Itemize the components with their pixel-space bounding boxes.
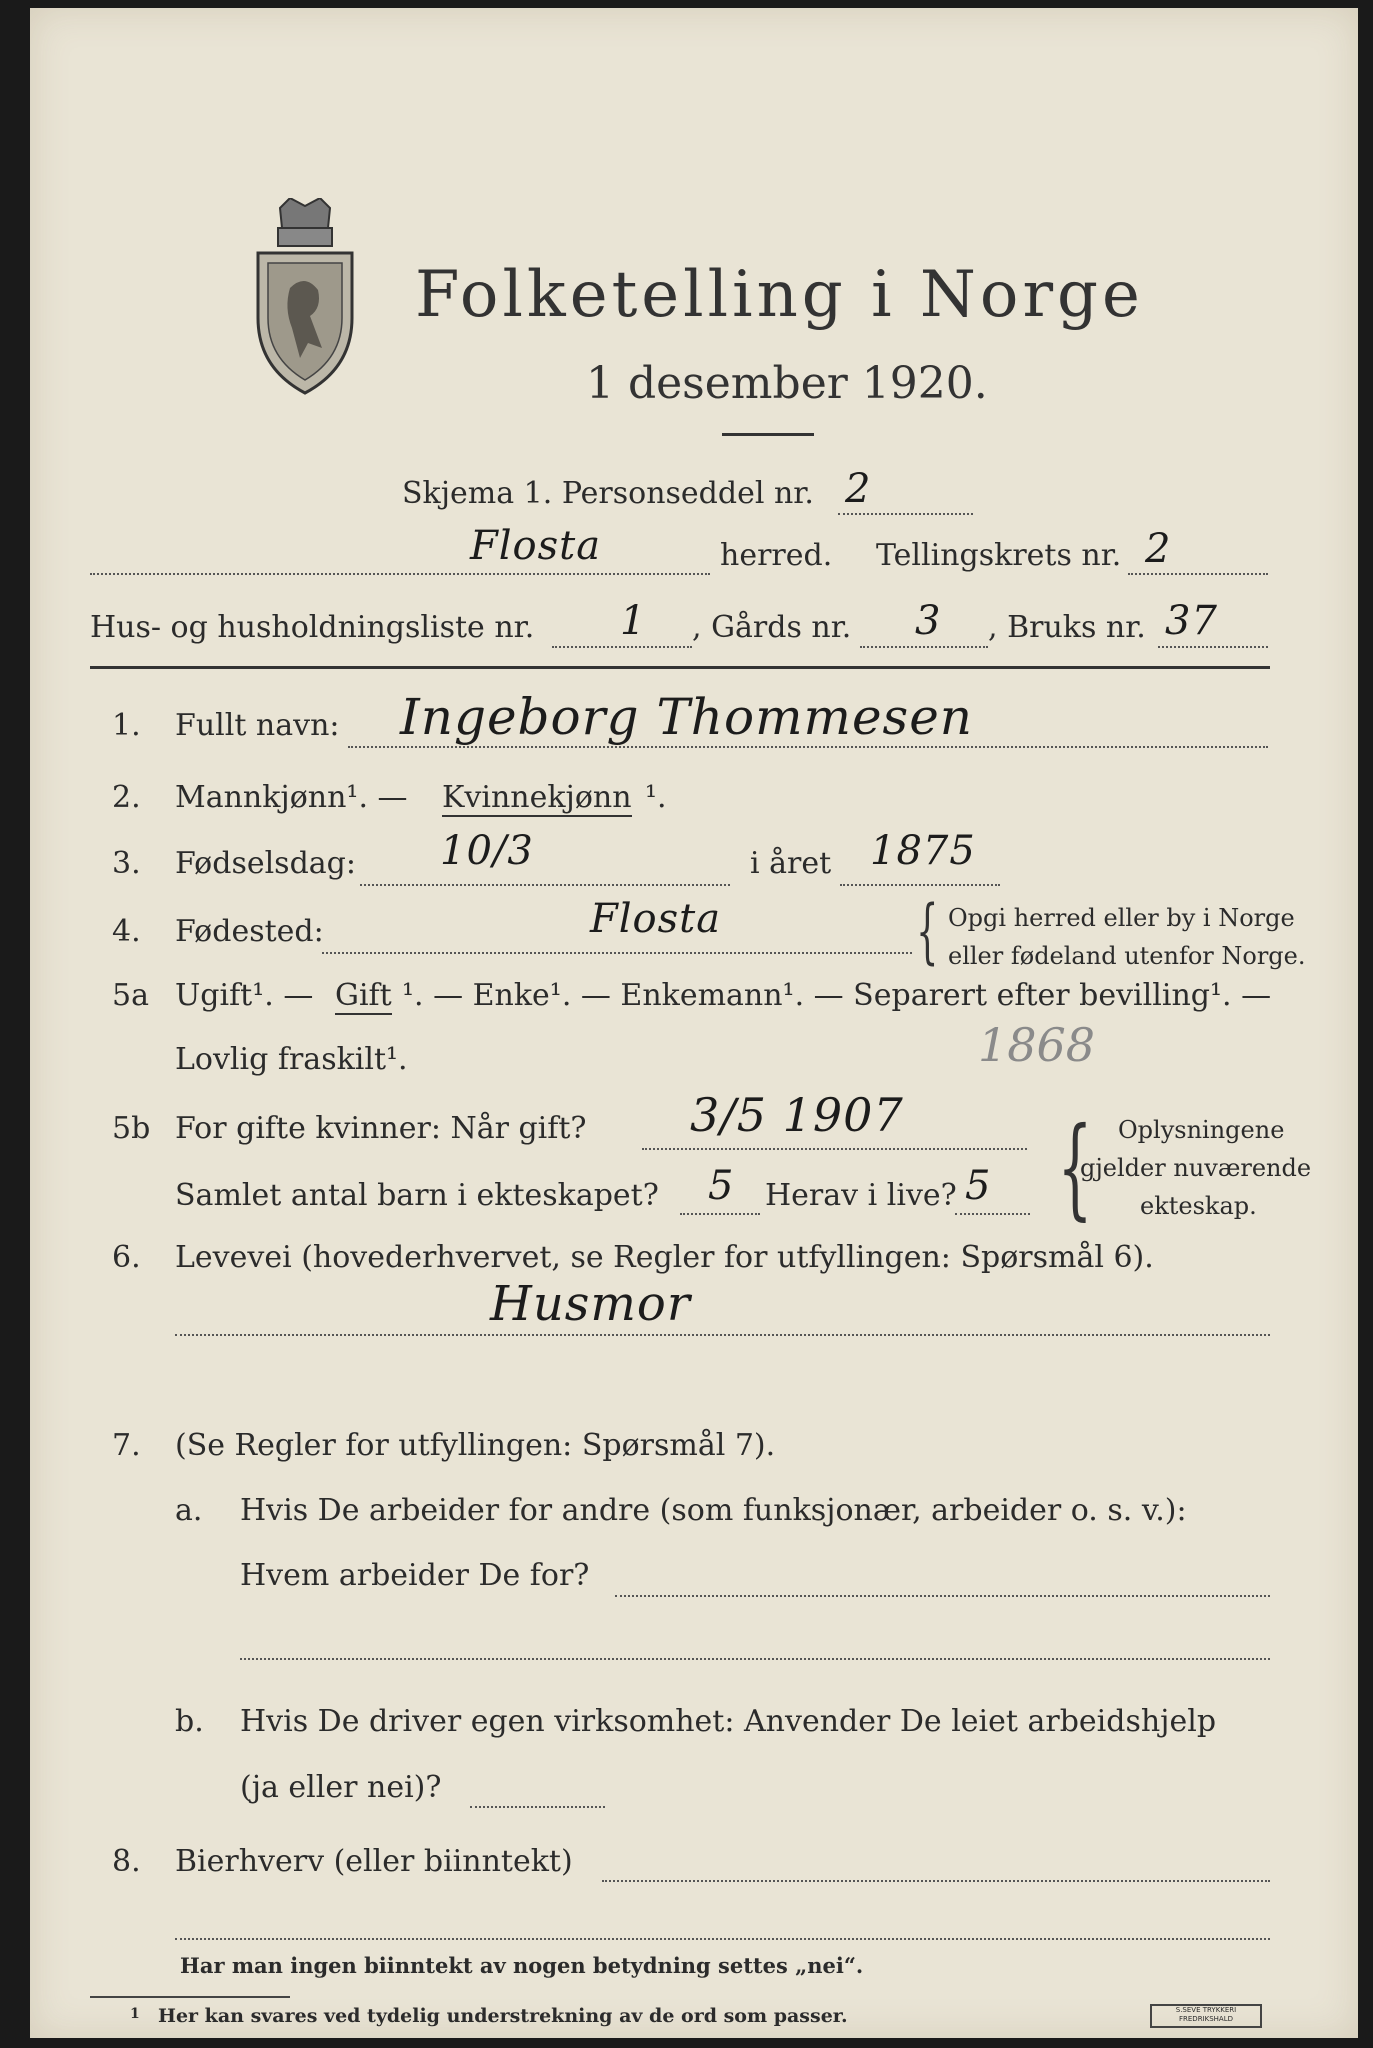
personseddel-line — [838, 513, 973, 515]
q5b-value3: 5 — [965, 1163, 992, 1209]
footnote-number: 1 — [130, 2006, 140, 2022]
q8-line1 — [602, 1880, 1270, 1882]
q7b-number: b. — [175, 1704, 204, 1739]
q3-year-line — [840, 884, 1000, 886]
q7a-question: Hvem arbeider De for? — [240, 1558, 590, 1593]
form-date: 1 desember 1920. — [586, 358, 988, 409]
q7-label: (Se Regler for utfyllingen: Spørsmål 7). — [175, 1428, 776, 1463]
q5b-note3: ekteskap. — [1140, 1192, 1257, 1220]
q7a-line2 — [240, 1658, 1270, 1660]
bruks-line — [1158, 646, 1268, 648]
hus-line — [552, 646, 692, 648]
herred-value: Flosta — [470, 523, 602, 569]
tellingskrets-value: 2 — [1145, 526, 1172, 572]
title-divider — [722, 433, 814, 436]
tellingskrets-label: Tellingskrets nr. — [876, 538, 1122, 573]
q2-number: 2. — [112, 780, 141, 815]
q3-number: 3. — [112, 846, 141, 881]
q5b-label1: For gifte kvinner: Når gift? — [175, 1111, 587, 1146]
q5b-label2: Samlet antal barn i ekteskapet? — [175, 1178, 659, 1213]
q7a-number: a. — [175, 1493, 203, 1528]
q6-value: Husmor — [490, 1276, 691, 1332]
q1-label: Fullt navn: — [175, 708, 340, 743]
q4-brace: { — [916, 890, 939, 972]
q8-label: Bierhverv (eller biinntekt) — [175, 1844, 573, 1879]
q1-line — [348, 746, 1268, 748]
q5b-value1: 3/5 1907 — [690, 1088, 904, 1142]
q8-line2 — [175, 1938, 1270, 1940]
q5b-line2 — [680, 1213, 760, 1215]
q3-value: 10/3 — [440, 828, 534, 874]
form-title: Folketelling i Norge — [415, 258, 1144, 332]
q5a-pencil-note: 1868 — [978, 1018, 1096, 1072]
q4-number: 4. — [112, 914, 141, 949]
q5a-gift: Gift — [335, 978, 392, 1013]
q5b-line3 — [955, 1213, 1030, 1215]
census-form-page — [30, 8, 1358, 2038]
bruks-value: 37 — [1165, 598, 1218, 644]
q5b-note2: gjelder nuværende — [1080, 1154, 1312, 1182]
hus-label: Hus- og husholdningsliste nr. — [90, 610, 535, 645]
q5a-rest: ¹. — Enke¹. — Enkemann¹. — Separert efter bevilling¹. — — [402, 978, 1272, 1013]
footnote-text: Her kan svares ved tydelig understrekning av de ord som passer. — [158, 2005, 848, 2027]
hus-value: 1 — [620, 598, 647, 644]
q7a-line1 — [615, 1595, 1270, 1597]
q7b-label: Hvis De driver egen virksomhet: Anvender De leiet arbeidshjelp — [240, 1704, 1217, 1739]
q4-label: Fødested: — [175, 914, 324, 949]
q5a-ugift: Ugift¹. — — [175, 978, 314, 1013]
q5a-line2: Lovlig fraskilt¹. — [175, 1042, 408, 1077]
q5a-number: 5a — [112, 978, 149, 1013]
bruks-label: , Bruks nr. — [988, 610, 1146, 645]
q2-mann: Mannkjønn¹. — — [175, 780, 408, 815]
herred-line — [90, 573, 710, 575]
q1-value: Ingeborg Thommesen — [400, 688, 973, 746]
q6-line — [175, 1334, 1270, 1336]
q1-number: 1. — [112, 708, 141, 743]
footnote-rule — [90, 1996, 290, 1998]
q4-value: Flosta — [590, 896, 722, 942]
q7b-question: (ja eller nei)? — [240, 1770, 442, 1805]
gards-line — [860, 646, 988, 648]
q2-kvinne: Kvinnekjønn — [442, 780, 632, 815]
gards-value: 3 — [915, 598, 942, 644]
q3-year: 1875 — [870, 828, 976, 874]
q3-year-label: i året — [750, 846, 832, 881]
footer-note: Har man ingen biinntekt av nogen betydning settes „nei“. — [180, 1953, 864, 1978]
q5b-line1 — [642, 1148, 1027, 1150]
q5b-number: 5b — [112, 1111, 151, 1146]
q7-number: 7. — [112, 1428, 141, 1463]
q4-line — [322, 952, 912, 954]
q3-line — [360, 884, 730, 886]
q7a-label: Hvis De arbeider for andre (som funksjonær, arbeider o. s. v.): — [240, 1493, 1187, 1528]
q8-number: 8. — [112, 1844, 141, 1879]
q4-note1: Opgi herred eller by i Norge — [948, 904, 1295, 932]
q5b-note1: Oplysningene — [1118, 1116, 1285, 1144]
q7b-line — [470, 1806, 605, 1808]
personseddel-value: 2 — [845, 466, 872, 512]
q3-label: Fødselsdag: — [175, 846, 356, 881]
q5b-value2: 5 — [708, 1163, 735, 1209]
q2-end: ¹. — [645, 780, 667, 815]
q6-label: Levevei (hovederhvervet, se Regler for utfyllingen: Spørsmål 6). — [175, 1240, 1154, 1275]
q6-number: 6. — [112, 1240, 141, 1275]
printer-stamp: S.SEVE TRYKKERI FREDRIKSHALD — [1150, 2004, 1262, 2028]
gards-label: , Gårds nr. — [692, 610, 852, 645]
q5b-label3: Herav i live? — [765, 1178, 957, 1213]
header-rule — [90, 666, 1270, 669]
q4-note2: eller fødeland utenfor Norge. — [948, 942, 1306, 970]
herred-label: herred. — [720, 538, 833, 573]
q5b-brace: { — [1057, 1103, 1093, 1231]
coat-of-arms-icon — [250, 198, 360, 398]
tellingskrets-line — [1128, 573, 1268, 575]
skjema-label: Skjema 1. Personseddel nr. — [402, 476, 814, 511]
